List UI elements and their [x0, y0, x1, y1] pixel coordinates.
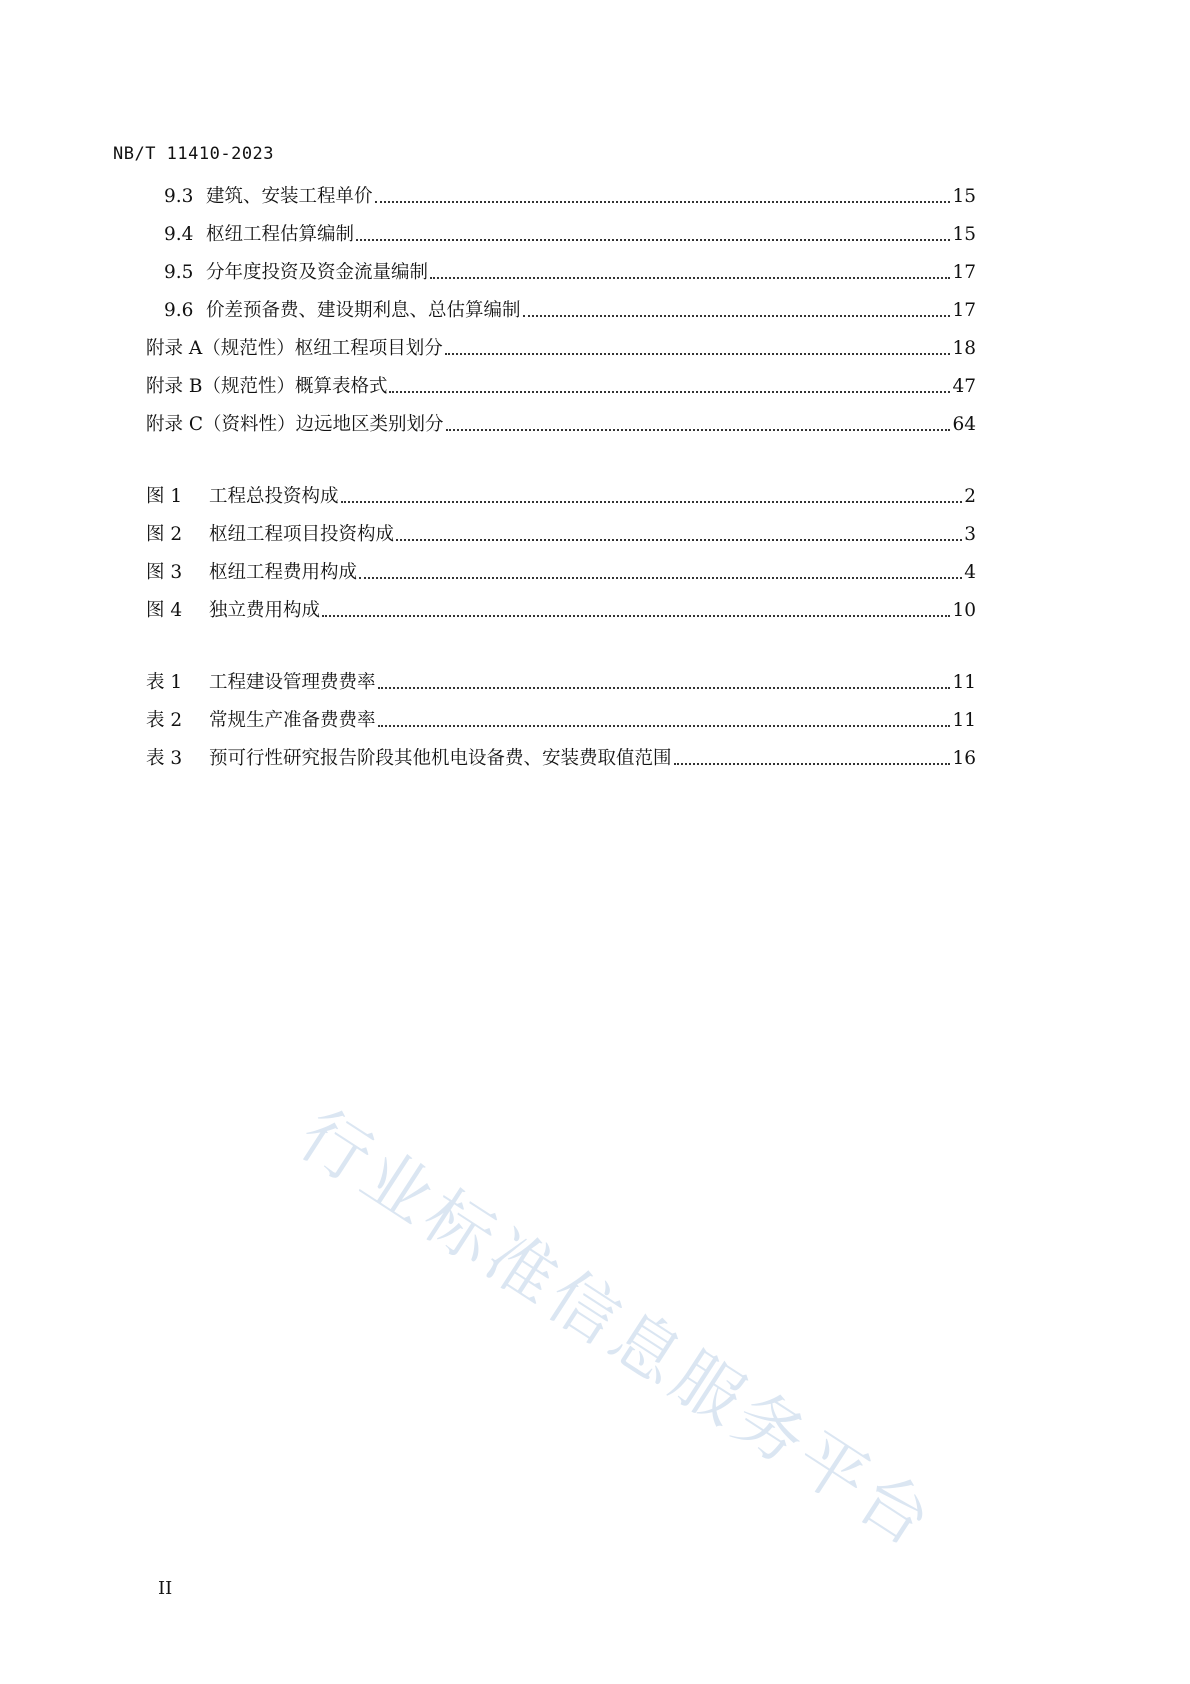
- toc-entry-table[interactable]: [146, 708, 976, 734]
- toc-entry-page: 15: [952, 224, 976, 245]
- toc-entry-page: 11: [952, 672, 976, 693]
- toc-entry-figure[interactable]: [146, 598, 976, 624]
- toc-entry-number: 表 3: [146, 748, 183, 769]
- toc-entry-page: 18: [952, 338, 976, 359]
- toc-entry-section[interactable]: [164, 260, 976, 286]
- toc-entry-number: 图 4: [146, 600, 183, 621]
- toc-entry-page: 15: [952, 186, 976, 207]
- toc-entry-section[interactable]: [164, 222, 976, 248]
- dot-leader: [430, 277, 950, 279]
- toc-entry-number: 9.6: [164, 300, 194, 321]
- toc-entry-appendix[interactable]: [146, 336, 976, 362]
- toc-entry-appendix[interactable]: [146, 412, 976, 438]
- toc-entry-number: 表 1: [146, 672, 183, 693]
- toc-entry-title: 枢纽工程项目投资构成: [209, 524, 395, 545]
- toc-entry-page: 10: [952, 600, 976, 621]
- toc-entry-title: 价差预备费、建设期利息、总估算编制: [206, 300, 521, 321]
- toc-entry-figure[interactable]: [146, 484, 976, 510]
- dot-leader: [445, 353, 951, 355]
- toc-entry-title: 分年度投资及资金流量编制: [206, 262, 429, 283]
- toc-entry-number: 图 2: [146, 524, 183, 545]
- dot-leader: [356, 239, 950, 241]
- toc-entry-page: 17: [952, 262, 976, 283]
- toc-entry-title: 附录 B（规范性）概算表格式: [146, 376, 388, 397]
- toc-entry-title: 枢纽工程费用构成: [209, 562, 358, 583]
- toc-entry-number: 表 2: [146, 710, 183, 731]
- toc-entry-section[interactable]: [164, 298, 976, 324]
- toc-entry-number: 图 1: [146, 486, 183, 507]
- dot-leader: [389, 391, 950, 393]
- toc-entry-table[interactable]: [146, 746, 976, 772]
- watermark: 行业标准信息服务平台: [285, 1095, 949, 1565]
- dot-leader: [322, 615, 950, 617]
- dot-leader: [341, 501, 963, 503]
- toc-entry-figure[interactable]: [146, 522, 976, 548]
- toc-entry-table[interactable]: [146, 670, 976, 696]
- dot-leader: [378, 687, 951, 689]
- toc-entry-number: 9.3: [164, 186, 194, 207]
- dot-leader: [378, 725, 951, 727]
- toc-entry-page: 11: [952, 710, 976, 731]
- toc-entry-page: 17: [952, 300, 976, 321]
- document-code: NB/T 11410-2023: [113, 144, 275, 164]
- toc-entry-page: 3: [964, 524, 976, 545]
- toc-entry-appendix[interactable]: [146, 374, 976, 400]
- toc-entry-page: 4: [964, 562, 976, 583]
- toc-entry-title: 预可行性研究报告阶段其他机电设备费、安装费取值范围: [209, 748, 672, 769]
- toc-entry-section[interactable]: [164, 184, 976, 210]
- dot-leader: [359, 577, 962, 579]
- toc-entry-title: 工程建设管理费费率: [209, 672, 376, 693]
- toc-entry-title: 独立费用构成: [209, 600, 321, 621]
- toc-entry-page: 47: [952, 376, 976, 397]
- toc-entry-page: 16: [952, 748, 976, 769]
- toc-entry-title: 工程总投资构成: [209, 486, 339, 507]
- toc-entry-page: 64: [952, 414, 976, 435]
- toc-entry-number: 图 3: [146, 562, 183, 583]
- toc-entry-page: 2: [964, 486, 976, 507]
- dot-leader: [523, 315, 951, 317]
- dot-leader: [674, 763, 951, 765]
- toc-entry-number: 9.5: [164, 262, 194, 283]
- toc-entry-title: 附录 A（规范性）枢纽工程项目划分: [146, 338, 443, 359]
- toc-entry-figure[interactable]: [146, 560, 976, 586]
- dot-leader: [396, 539, 962, 541]
- dot-leader: [375, 201, 951, 203]
- toc-entry-title: 建筑、安装工程单价: [206, 186, 373, 207]
- toc-entry-title: 常规生产准备费费率: [209, 710, 376, 731]
- toc-entry-number: 9.4: [164, 224, 194, 245]
- dot-leader: [446, 429, 951, 431]
- toc-entry-title: 附录 C（资料性）边远地区类别划分: [146, 414, 444, 435]
- page-number: II: [158, 1578, 173, 1599]
- toc-entry-title: 枢纽工程估算编制: [206, 224, 355, 245]
